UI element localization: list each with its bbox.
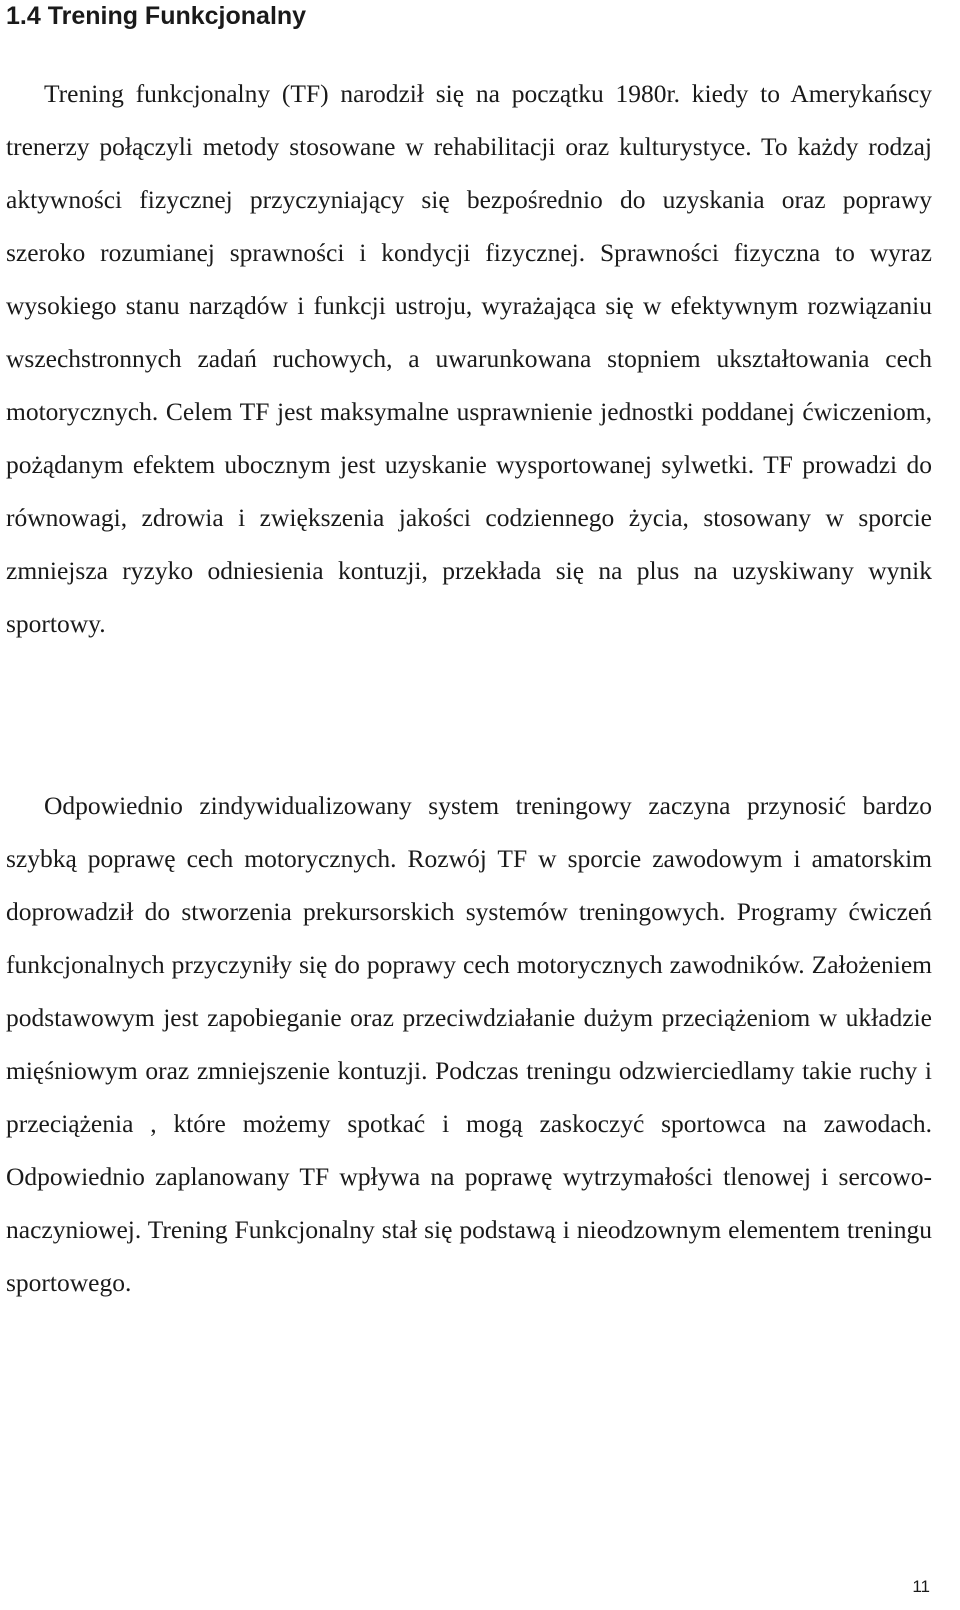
- paragraph-1: Trening funkcjonalny (TF) narodził się na początku 1980r. kiedy to Amerykańscy trenerzy połączyli metody stosowane w rehabilitacji oraz kulturystyce. To każdy rodzaj aktywności fizycznej przyczyniający się bezpośrednio do uzyskania oraz poprawy szeroko rozumianej sprawności i kondycji fizycznej. Sprawności fizyczna to wyraz wysokiego stanu narządów i funkcji ustroju, wyrażająca się w efektywnym rozwiązaniu wszechstronnych zadań ruchowych, a uwarunkowana stopniem ukształtowania cech motorycznych. Celem TF jest maksymalne usprawnienie jednostki poddanej ćwiczeniom, pożądanym efektem ubocznym jest uzyskanie wysportowanej sylwetki. TF prowadzi do równowagi, zdrowia i zwiększenia jakości codziennego życia, stosowany w sporcie zmniejsza ryzyko odniesienia kontuzji, przekłada się na plus na uzyskiwany wynik sportowy.: [6, 79, 932, 638]
- paragraph-2: Odpowiednio zindywidualizowany system treningowy zaczyna przynosić bardzo szybką poprawę cech motorycznych. Rozwój TF w sporcie zawodowym i amatorskim doprowadził do stworzenia prekursorskich systemów treningowych. Programy ćwiczeń funkcjonalnych przyczyniły się do poprawy cech motorycznych zawodników. Założeniem podstawowym jest zapobieganie oraz przeciwdziałanie dużym przeciążeniom w układzie mięśniowym oraz zmniejszenie kontuzji. Podczas treningu odzwierciedlamy takie ruchy i przeciążenia , które możemy spotkać i mogą zaskoczyć sportowca na zawodach. Odpowiednio zaplanowany TF wpływa na poprawę wytrzymałości tlenowej i sercowo-naczyniowej. Trening Funkcjonalny stał się podstawą i nieodzownym elementem treningu sportowego.: [6, 791, 932, 1297]
- section-heading: 1.4 Trening Funkcjonalny: [6, 2, 307, 30]
- page-number: 11: [912, 1577, 930, 1596]
